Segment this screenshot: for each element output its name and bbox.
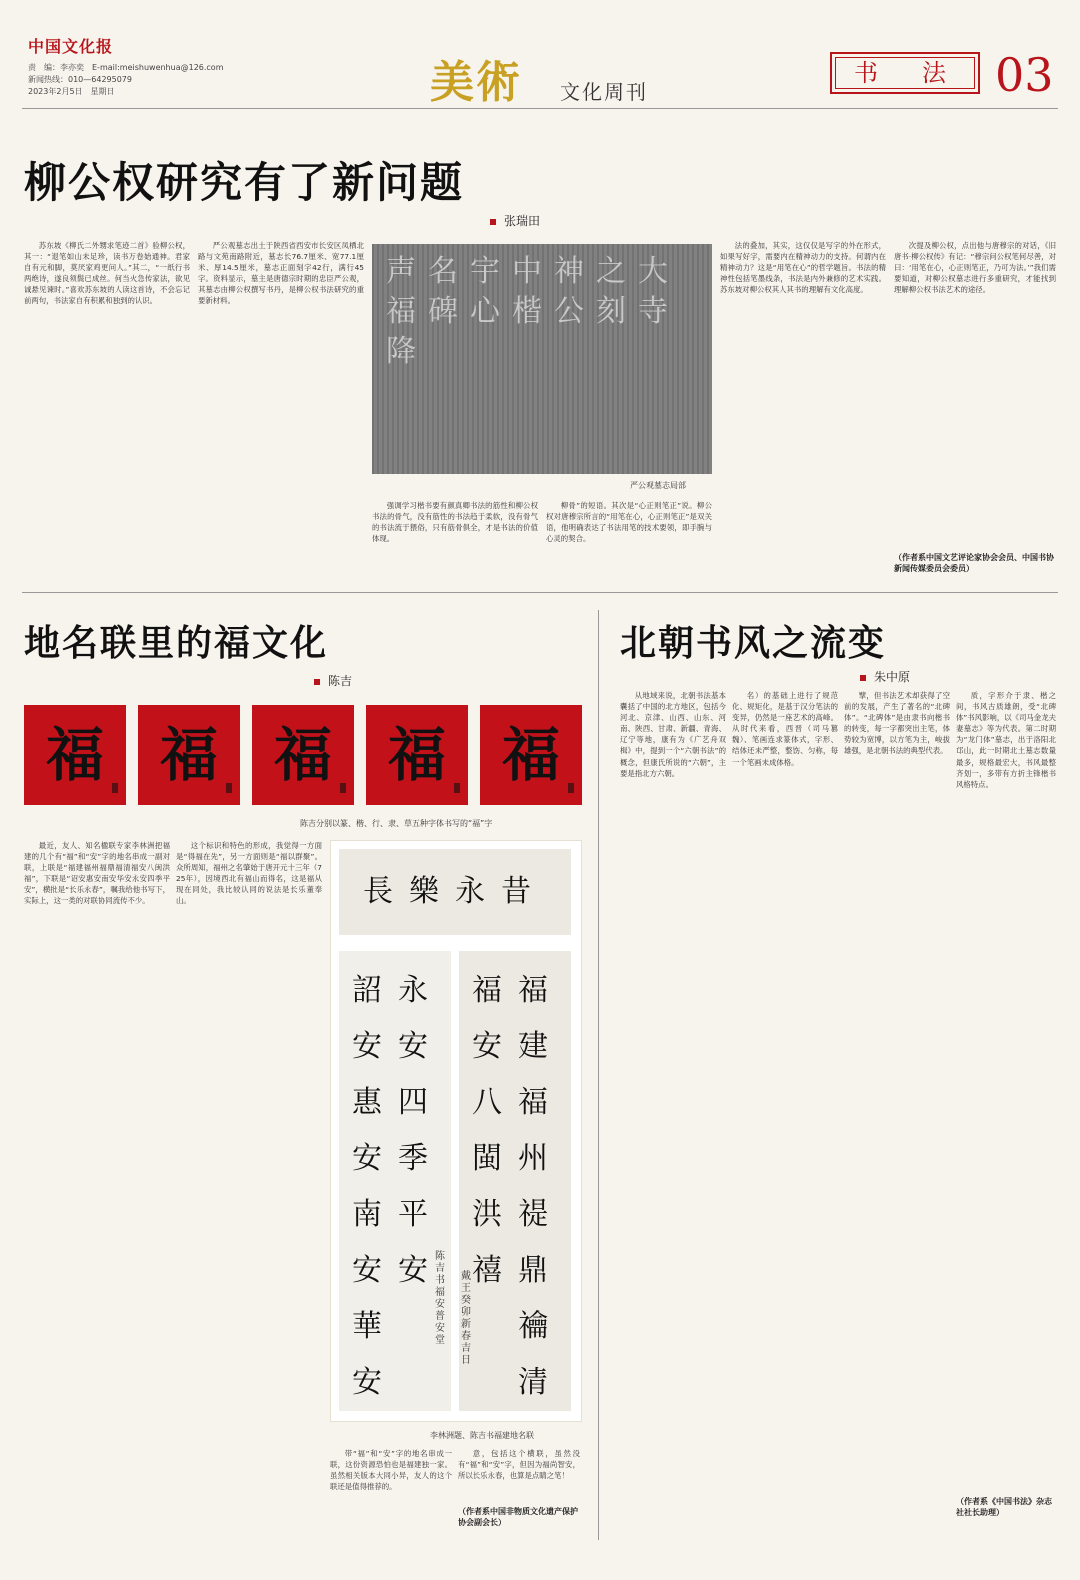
fu-character: 福 bbox=[159, 721, 218, 789]
date-line: 2023年2月5日 星期日 bbox=[28, 87, 115, 96]
article1-author-note: （作者系中国文艺评论家协会会员、中国书协新闻传媒委员会委员） bbox=[894, 553, 1054, 573]
article3-author-note: （作者系《中国书法》杂志社社长助理） bbox=[956, 1497, 1052, 1517]
section-title: 美術 bbox=[430, 57, 522, 108]
article3-title: 北朝书风之流变 bbox=[620, 622, 887, 664]
rubbing-caption: 严公观墓志局部 bbox=[630, 481, 686, 490]
seal-mark bbox=[568, 783, 574, 793]
article1-paragraph-4: 柳骨”的短语。其次是“心正则笔正”说。柳公权对唐穆宗所言的“用笔在心，心正则笔正”是双关语，他明确表达了书法用笔的技术要领，即手腕与心灵的契合。 bbox=[546, 501, 712, 544]
article1-author: 张瑞田 bbox=[504, 214, 541, 228]
section-rule bbox=[22, 592, 1058, 593]
fu-seal-script bbox=[24, 705, 126, 805]
seal-mark bbox=[226, 783, 232, 793]
article2-title: 地名联里的福文化 bbox=[24, 622, 329, 664]
couplet-lower-scroll bbox=[339, 951, 451, 1411]
fu-cursive-script bbox=[480, 705, 582, 805]
article1-column-5 bbox=[720, 240, 886, 578]
couplet-line: 詔安惠安南安華安 bbox=[352, 973, 382, 1400]
article3-author: 朱中原 bbox=[874, 670, 911, 684]
article2-author: 陈吉 bbox=[328, 674, 353, 688]
article2-author-note: （作者系中国非物质文化遗产保护协会副会长） bbox=[458, 1507, 578, 1527]
couplet-image bbox=[330, 840, 582, 1422]
masthead-meta bbox=[28, 62, 224, 98]
article1-column-6 bbox=[894, 240, 1056, 550]
article2-paragraph-1: 最近，友人、知名楹联专家李林洲把福建的几个有“福”和“安”字的地名串成一副对联，上联是“福建福州福鼎福清福安八闽洪福”，下联是“诏安惠安南安华安永安四季平安”，横批是“长乐永春”，嘱我给他书写下，实际上，这一类的对联协同流传不少。 bbox=[24, 841, 170, 906]
article2-paragraph-4: 意，包括这个横联，虽然没有“福”和“安”字，但因为福尚智安，所以长乐永春，也算是点睛之笔！ bbox=[458, 1449, 580, 1481]
fu-running-script bbox=[252, 705, 354, 805]
fu-character: 福 bbox=[501, 721, 560, 789]
fu-character: 福 bbox=[387, 721, 446, 789]
seal-mark bbox=[112, 783, 118, 793]
couplet-line: 永安四季平安 bbox=[398, 973, 428, 1288]
masthead-rule bbox=[22, 108, 1058, 109]
couplet-caption: 李林洲题、陈吉书福建地名联 bbox=[430, 1431, 534, 1440]
page-section-badge bbox=[830, 52, 980, 94]
seal-mark bbox=[454, 783, 460, 793]
article3-paragraph-1: 从地域来说，北朝书法基本囊括了中国的北方地区，包括今河北、京津、山西、山东、河南、陕西、甘肃、新疆、青海、辽宁等地，康有为《广艺舟双楫》中，提到一个“六朝书法”的概念，但康氏所说的“六朝”，主要是指北方六朝。 bbox=[620, 691, 726, 778]
page-number: 03 bbox=[995, 48, 1054, 102]
article3-column-3 bbox=[844, 690, 950, 1530]
editor-line: 责 编：李亦奕 E-mail:meishuwenhua@126.com bbox=[28, 63, 224, 72]
article1-paragraph-2: 严公观墓志出土于陕西省西安市长安区凤栖北路与文苑南路附近，墓志长76.7厘米、宽77.1厘米、厚14.5厘米，墓志正面刻字42行，满行45字。资料显示，墓主是唐德宗时期的忠臣严公观，其墓志由柳公权撰写书丹，是柳公权书法研究的重要新材料。 bbox=[198, 241, 364, 306]
couplet-line: 福安八閩洪禧 bbox=[472, 973, 502, 1288]
page-section-label: 书 法 bbox=[854, 59, 956, 87]
seal-mark bbox=[340, 783, 346, 793]
hotline-line: 新闻热线：010—64295079 bbox=[28, 75, 132, 84]
byline-marker bbox=[314, 679, 320, 685]
article2-byline bbox=[314, 672, 352, 689]
newspaper-logo: 中国文化报 bbox=[28, 37, 114, 56]
article2-column-4 bbox=[458, 1448, 580, 1504]
fu-character: 福 bbox=[273, 721, 332, 789]
article1-column-4 bbox=[546, 500, 712, 578]
article1-paragraph-1: 苏东坡《柳氏二外甥求笔迹二首》验柳公权，其一：“退笔如山未足珍，读书万卷始通神。君家自有元和脚，莫厌家鸡更问人。”其二，“一纸行书两绝诗，遂良须鬓已成丝。何当火急传家法，欲见诚悬见谏时。”喜欢苏东坡的人读这首诗，不会忘记前两句，书法家自有积累和独到的认识。 bbox=[24, 241, 190, 306]
article1-column-2 bbox=[198, 240, 364, 578]
article1-paragraph-6: 次提及柳公权，点出他与唐穆宗的对话，《旧唐书·柳公权传》有记：“穆宗问公权笔何尽善，对曰：‘用笔在心，心正则笔正，乃可为法。’”我们需要知道，对柳公权墓志进行多重研究，才能找到理解柳公权书法艺术的途径。 bbox=[894, 241, 1056, 295]
couplet-upper-scroll bbox=[459, 951, 571, 1411]
article3-column-2 bbox=[732, 690, 838, 1530]
article1-column-3 bbox=[372, 500, 538, 578]
fu-character-row bbox=[24, 705, 584, 805]
section-subtitle: 文化周刊 bbox=[560, 80, 648, 104]
article3-paragraph-3: 擘，但书法艺术却获得了空前的发展，产生了著名的“北碑体”。“北碑体”是由隶书向楷书的转变，每一字都突出主笔，体势较为宽博，以方笔为主，峻拔雄强，是北朝书法的典型代表。 bbox=[844, 691, 950, 756]
couplet-signature: 陈吉书福安普安堂 bbox=[435, 1251, 445, 1346]
rubbing-characters: 声名宇中神之大福碑心楷公刻寺降 bbox=[386, 254, 680, 369]
fu-character: 福 bbox=[45, 721, 104, 789]
article2-paragraph-2: 这个标识和特色的形成，我觉得一方面是“得福在先”，另一方面则是“福以群聚”。众所周知，福州之名肇始于唐开元十三年（725年），因境西北有福山而得名，这是福从现在同处，我比较认同的说法是长乐董奉山。 bbox=[176, 841, 322, 906]
article2-column-1 bbox=[24, 840, 170, 1530]
fu-clerical-script bbox=[366, 705, 468, 805]
article3-column-4 bbox=[956, 690, 1056, 1490]
article1-column-1 bbox=[24, 240, 190, 578]
article3-paragraph-2: 名）的基础上进行了规范化、规矩化，是基于汉分笔法的变异，仍然是一座艺术的高峰。从时代来看，西晋（司马篡魏）、笔画连求篆体式，字形、结体还未严整，整饬、匀称，每一个笔画未成体格。 bbox=[732, 691, 838, 767]
article2-paragraph-3: 带“福”和“安”字的地名串成一联，这份资源恐怕也是福建独一家。虽然相关版本大同小异，友人的这个联还是值得推荐的。 bbox=[330, 1449, 452, 1492]
article1-byline bbox=[490, 212, 540, 229]
stele-rubbing-image bbox=[372, 244, 712, 474]
couplet-horizontal-scroll: 長樂永昔 bbox=[339, 849, 571, 935]
column-divider bbox=[598, 610, 599, 1540]
article3-column-1 bbox=[620, 690, 726, 1530]
couplet-line: 福建福州禔鼎禴清 bbox=[518, 973, 548, 1400]
fu-caption: 陈吉分别以篆、楷、行、隶、草五种字体书写的“福”字 bbox=[300, 819, 493, 828]
article1-title: 柳公权研究有了新问题 bbox=[24, 158, 465, 207]
byline-marker bbox=[490, 219, 496, 225]
article1-paragraph-5: 法的叠加，其实，这仅仅是写字的外在形式，如果写好字，需要内在精神动力的支持。何谓内在精神动力？这是“用笔在心”的哲学题旨。书法的精神性包括笔墨线条，书法是内外兼修的艺术实践。苏东坡对柳公权其人其书的理解有文化高度。 bbox=[720, 241, 886, 295]
article2-column-2 bbox=[176, 840, 322, 1530]
byline-marker bbox=[860, 675, 866, 681]
article3-byline bbox=[860, 668, 910, 685]
article3-paragraph-4: 质，字形介于隶、楷之间，书风古质雄朗，受“北碑体”书风影响，以《司马金龙夫妻墓志》等为代表。第二时期为“龙门体”墓志，出于洛阳北邙山，此一时期北土墓志数量最多，规格最宏大，书风最整齐划一，多带有方折主锋楷书风格特点。 bbox=[956, 691, 1056, 789]
fu-regular-script bbox=[138, 705, 240, 805]
article2-column-3 bbox=[330, 1448, 452, 1530]
article1-paragraph-3: 强调学习楷书要有颜真卿书法的筋性和柳公权书法的骨气，没有筋性的书法趋于柔软，没有骨气的书法流于猥俗，只有筋骨俱全，才是书法的价值体现。 bbox=[372, 501, 538, 544]
couplet-signature: 戴王癸卯新春吉日 bbox=[461, 1271, 471, 1366]
